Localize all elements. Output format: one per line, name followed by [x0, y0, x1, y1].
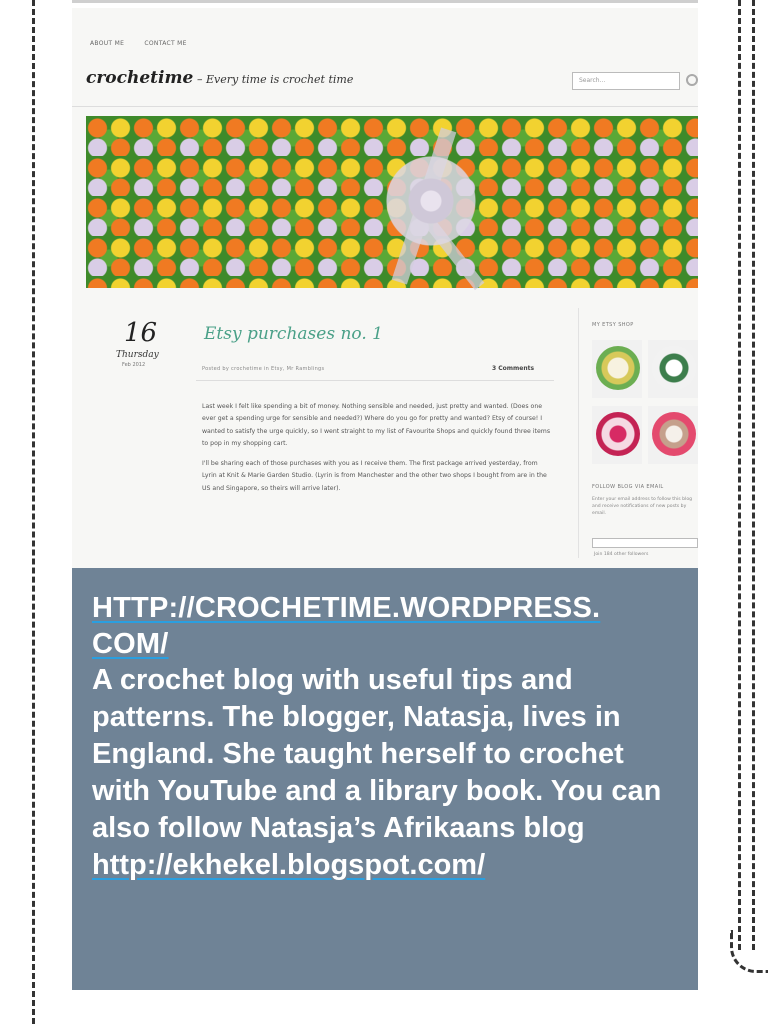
post-meta: Posted by crochetime in Etsy, Mr Ramblings	[202, 366, 325, 372]
header-divider	[72, 106, 698, 107]
post-title[interactable]: Etsy purchases no. 1	[204, 324, 383, 344]
dashed-guide-corner	[730, 930, 768, 973]
nav-contact[interactable]: CONTACT ME	[144, 40, 187, 47]
etsy-thumb[interactable]	[648, 340, 698, 398]
dashed-guide-right	[738, 0, 741, 950]
post-date-month: Feb 2012	[122, 362, 146, 368]
sidebar-follow-heading: FOLLOW BLOG VIA EMAIL	[592, 484, 664, 490]
sidebar-divider	[578, 308, 579, 558]
post-body	[202, 401, 552, 503]
etsy-thumb[interactable]	[592, 406, 642, 464]
blog-tagline: – Every time is crochet time	[197, 73, 354, 86]
post-paragraph-2: I'll be sharing each of those purchases with you as I receive them. The first package arrived yesterday, from Lyrin at Knit & Marie Garden Studio. (Lyrin is from Manchester and the other two shops I bought from are in the US and Singapore, so theirs will arrive later).	[202, 460, 547, 492]
post-comments-link[interactable]: 3 Comments	[492, 365, 535, 372]
crochet-plate-icon	[652, 412, 696, 456]
crochet-plate-icon	[596, 412, 640, 456]
blog-top-nav	[90, 40, 205, 47]
top-rule	[72, 0, 698, 3]
blog-title[interactable]: crochetime	[86, 68, 194, 88]
post-divider	[196, 380, 554, 381]
post-paragraph-1: Last week I felt like spending a bit of money. Nothing sensible and needed, just pretty and wanted. (Does one ever get a spending urge for sensible and needed?) Where do you go for pretty and wanted? Etsy of course! I wanted to satisfy the urge quickly, so I went straight to my list of Favourite Shops and quickly found three items to pop in my shopping cart.	[202, 403, 551, 447]
crochet-plate-icon	[652, 346, 696, 390]
dashed-guide-right-outer	[752, 0, 755, 950]
info-blog-link[interactable]: http://ekhekel.blogspot.com/	[92, 849, 486, 881]
post-date-weekday: Thursday	[116, 350, 159, 360]
info-description-text: A crochet blog with useful tips and patterns. The blogger, Natasja, lives in England. She taught herself to crochet with YouTube and a library book. You can also follow Natasja’s Afrikaans blog	[92, 664, 662, 844]
info-url-line-2[interactable]: COM/	[92, 628, 169, 660]
info-url-block	[92, 590, 678, 662]
etsy-thumb[interactable]	[648, 406, 698, 464]
blog-search-input[interactable]: Search...	[572, 72, 680, 90]
crochet-plate-icon	[596, 346, 640, 390]
info-description	[92, 662, 678, 884]
crochet-banner-image	[86, 116, 698, 288]
post-date-day: 16	[124, 318, 158, 348]
info-panel	[72, 568, 698, 990]
follow-email-input[interactable]	[592, 538, 698, 548]
banner-flower	[386, 156, 476, 246]
dashed-guide-left	[32, 0, 35, 1024]
info-url-line-1[interactable]: HTTP://CROCHETIME.WORDPRESS.	[92, 592, 601, 624]
search-icon[interactable]	[686, 74, 698, 86]
blog-screenshot	[72, 8, 698, 568]
sidebar-followers: Join 184 other followers	[594, 552, 649, 557]
nav-about[interactable]: ABOUT ME	[90, 40, 125, 47]
etsy-thumb[interactable]	[592, 340, 642, 398]
sidebar-follow-text: Enter your email address to follow this blog and receive notifications of new posts by email.	[592, 497, 693, 516]
etsy-thumbnails	[592, 340, 698, 466]
sidebar-etsy-heading: MY ETSY SHOP	[592, 322, 634, 328]
